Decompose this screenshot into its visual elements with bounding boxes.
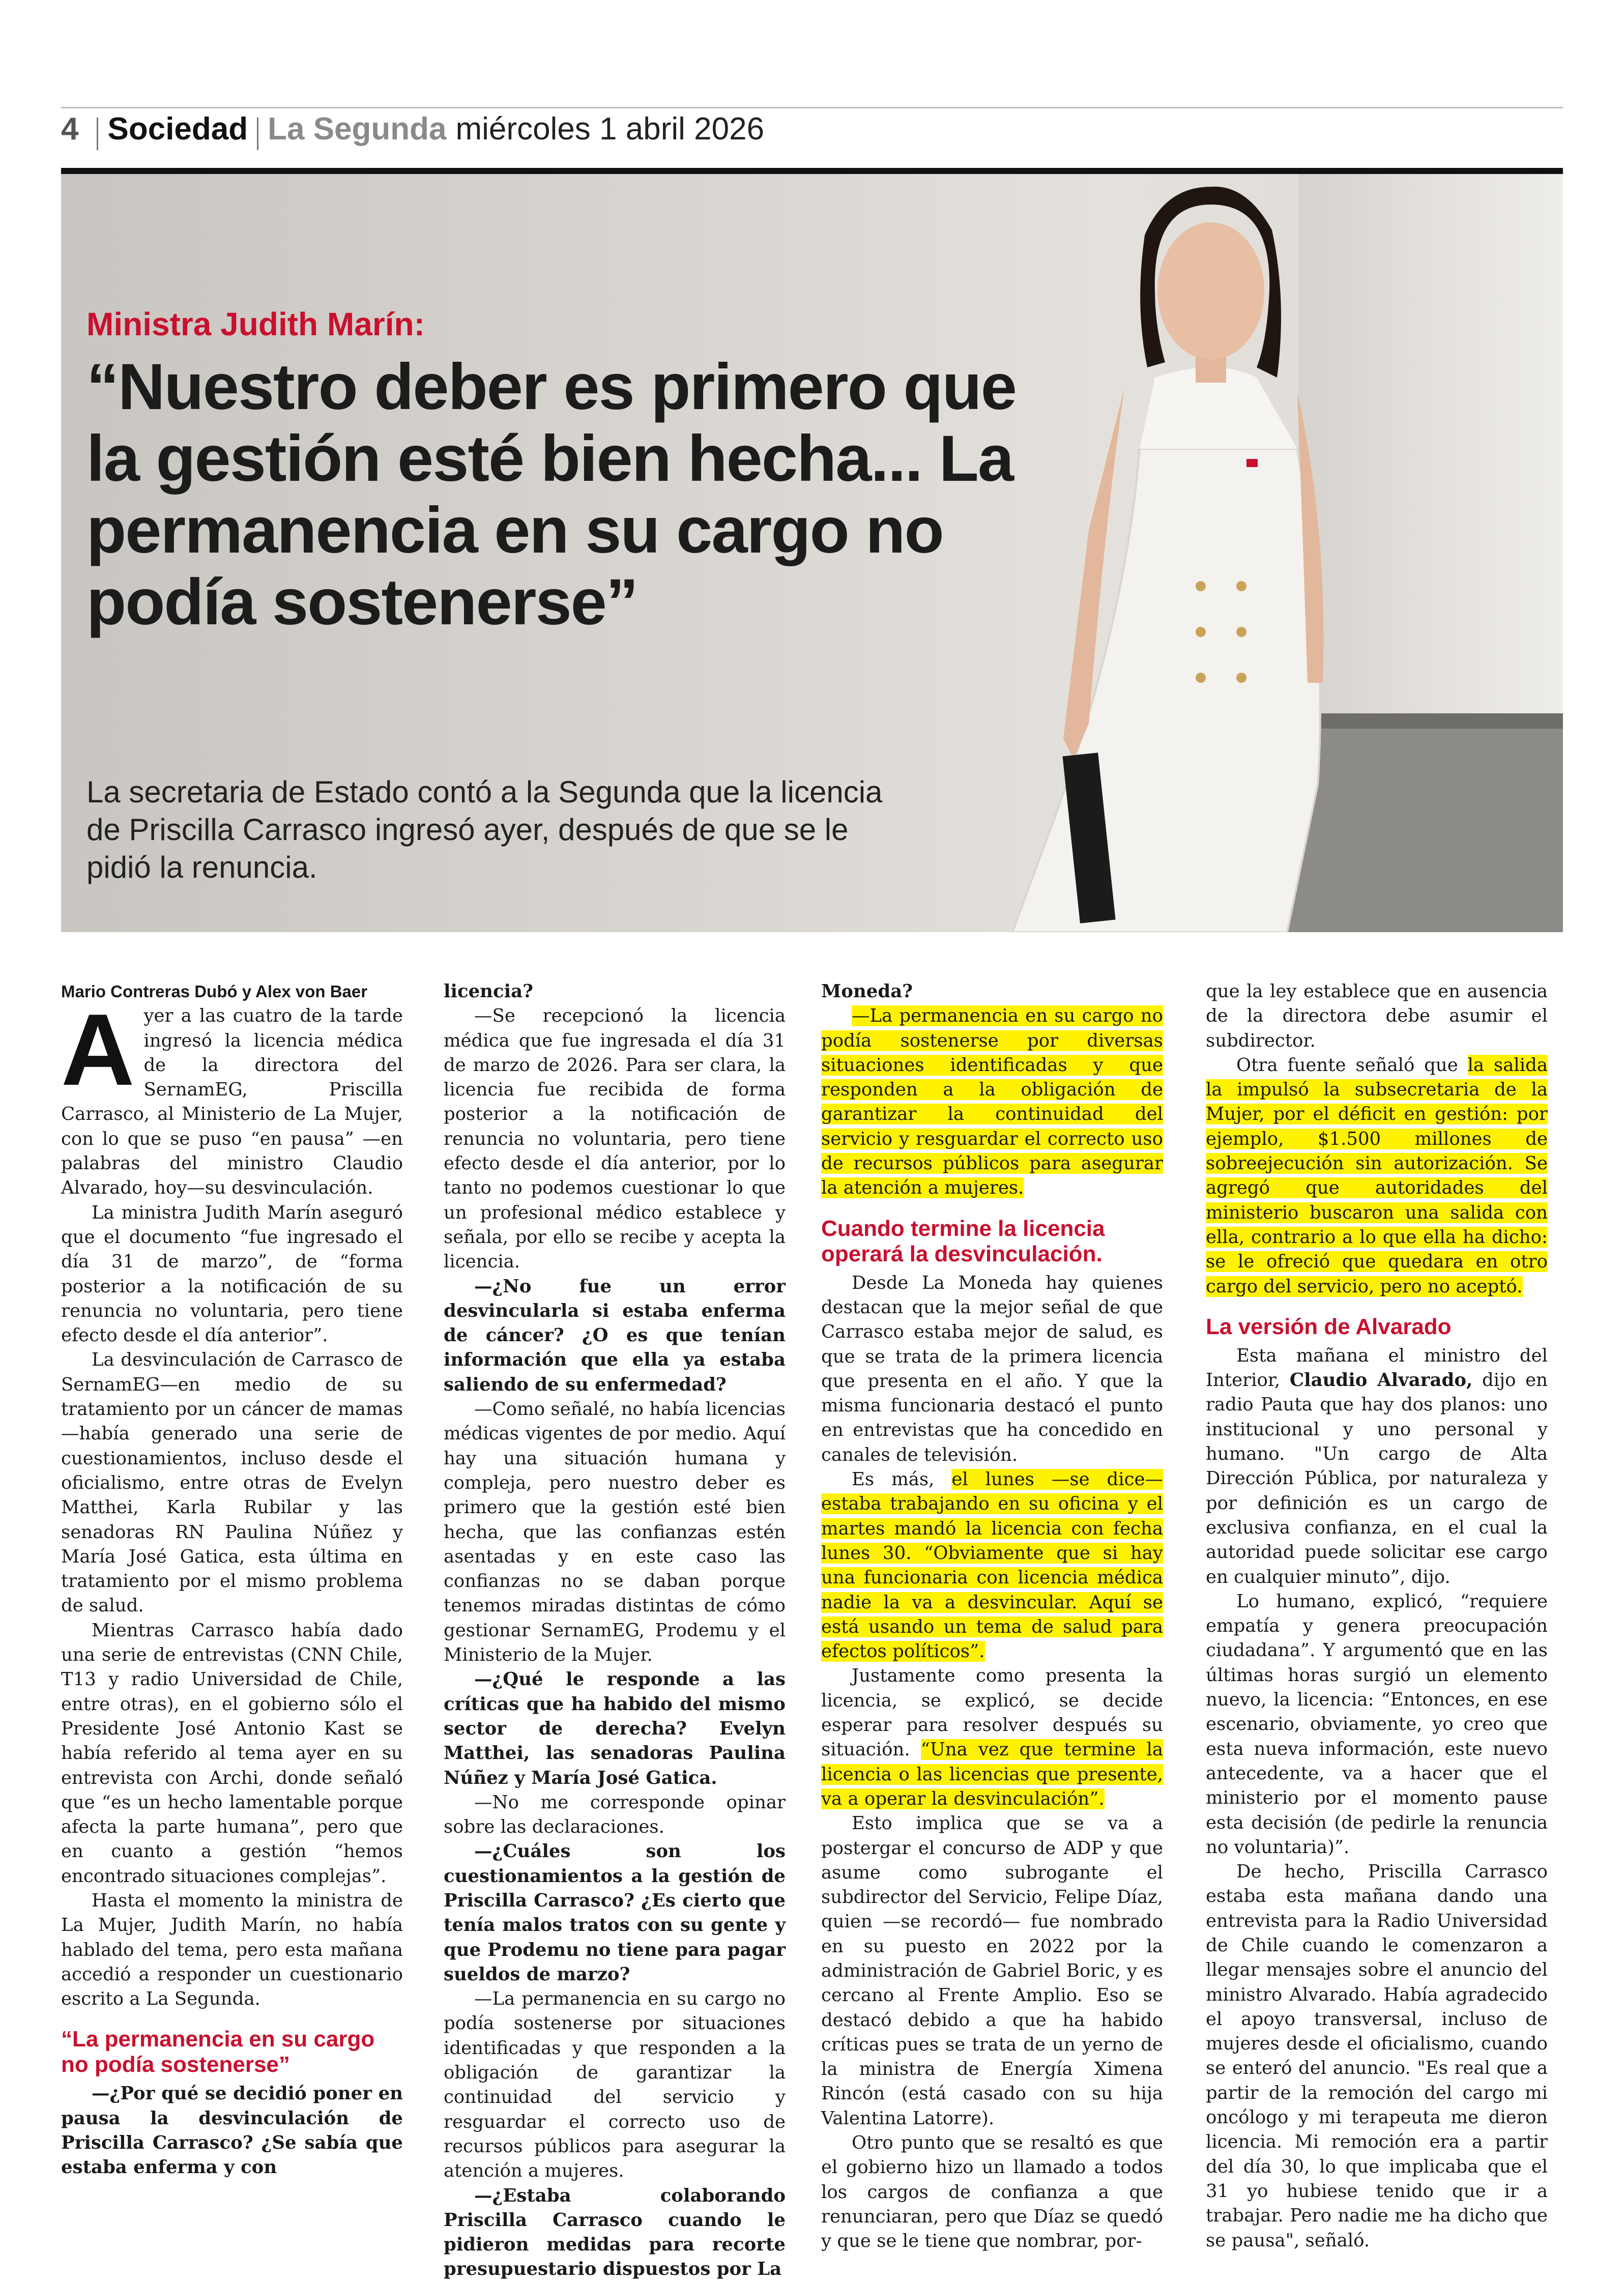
header-rule [61,168,1563,174]
article-headline: “Nuestro deber es primero que la gestión esté bien hecha... La permanencia en su cargo no podía sostenerse” [86,351,1016,639]
newspaper-name: La Segunda [268,111,447,147]
highlighted-text: la salida la impulsó la subsecretaria de la Mujer, por el déficit en gestión: por ejemplo, $1.500 millones de sobreejecución sin autorización. Se agregó que autoridades del ministerio buscaron una salida con ella, contrario a lo que ella ha dicho: se le ofreció que quedara en otro cargo del servicio, pero no aceptó. [1206,1054,1548,1297]
interview-question-end: Moneda? [821,981,913,1002]
subheading: La versión de Alvarado [1206,1314,1452,1339]
interview-question: —¿Cuáles son los cuestionamientos a la gestión de Priscilla Carrasco? ¿Es cierto que tenía malos tratos con su gente y que Prodemu no tiene para pagar sueldos de marzo? [444,1841,786,1985]
page-header [61,111,764,157]
interview-answer: —La permanencia en su cargo no podía sostenerse por situaciones identificadas y que responden a la obligación de garantizar la continuidad del servicio y resguardar el correcto uso de recursos públicos para asegurar la atención a mujeres. [444,1988,786,2182]
byline: Mario Contreras Dubó y Alex von Baer [61,982,368,1001]
page-number: 4 [61,111,79,147]
header-divider [257,118,258,150]
issue-date: miércoles 1 abril 2026 [455,111,765,147]
interview-question-end: licencia? [444,981,533,1002]
column-4 [1206,979,1548,2253]
column-1 [61,979,403,2180]
paragraph: La ministra Judith Marín aseguró que el documento “fue ingresado el día 31 de marzo”, de “forma posterior a la notificación de su renuncia no voluntaria, pero tiene efecto desde el día anterior”. [61,1202,403,1346]
interview-answer: —Se recepcionó la licencia médica que fue ingresada el día 31 de marzo de 2026. Para ser clara, la licencia fue recibida de forma posterior a la notificación de renuncia no voluntaria, pero tiene efecto desde el día anterior, por lo tanto no podemos cuestionar lo que un profesional médico establece y señala, por ello se recibe y acepta la licencia. [444,1005,786,1273]
highlighted-text: —La permanencia en su cargo no podía sostenerse por diversas situaciones identificadas y que responden a la obligación de garantizar la continuidad del servicio y resguardar el correcto uso de recursos públicos para asegurar la atención a mujeres. [821,1005,1163,1199]
paragraph-text: Esta mañana el ministro del Interior, [1206,1345,1548,1391]
column-3 [821,979,1163,2254]
paragraph-text: yer a las cuatro de la tarde ingresó la licencia médica de la directora del SernamEG, Priscilla Carrasco, al Ministerio de La Mujer, con lo que se puso “en pausa” —en palabras del ministro Claudio Alvarado, hoy—su desvinculación. [61,1005,403,1199]
paragraph-text: Otra fuente señaló que [1236,1054,1468,1076]
paragraph-continued: que la ley establece que en ausencia de la directora debe asumir el subdirector. [1206,981,1548,1051]
interview-question: —¿No fue un error desvincularla si estaba enferma de cáncer? ¿O es que tenían información que ella ya estaba saliendo de su enfermedad? [444,1276,786,1395]
interview-question: —¿Por qué se decidió poner en pausa la desvinculación de Priscilla Carrasco? ¿Se sabía que estaba enferma y con [61,2083,403,2178]
interview-question: —¿Qué le responde a las críticas que ha habido del mismo sector de derecha? Evelyn Matthei, las senadoras Paulina Núñez y María José Gatica. [444,1669,786,1788]
paragraph-text: Es más, [852,1469,952,1490]
paragraph: Desde La Moneda hay quienes destacan que la mejor señal de que Carrasco estaba mejor de salud, es que se trata de la primera licencia que presenta en el año. Y que la misma funcionaria destacó el punto en entrevistas que ha concedido en canales de televisión. [821,1272,1163,1465]
subheading: Cuando termine la licencia operará la desvinculación. [821,1216,1105,1266]
paragraph: De hecho, Priscilla Carrasco estaba esta mañana dando una entrevista para la Radio Universidad de Chile cuando le comenzaron a llegar mensajes sobre el anuncio del ministro Alvarado. Había agradecido el apoyo transversal, incluso de mujeres desde el oficialismo, cuando se enteró del anuncio. "Es real que a partir de la remoción del cargo mi oncólogo y mi terapeuta me dieron licencia. Mi remoción era a partir del día 30, lo que implicaba que el 31 yo hubiese tenido que ir a trabajar. Pero nadie me ha dicho que se pausa", señaló. [1206,1861,1548,2251]
paragraph: Otro punto que se resaltó es que el gobierno hizo un llamado a todos los cargos de confianza a que renunciaran, pero que Díaz se quedó y que se le tiene que nombrar, por- [821,2132,1163,2252]
interview-question: —¿Estaba colaborando Priscilla Carrasco cuando le pidieron medidas para recorte presupuestario dispuestos por La [444,2185,786,2280]
article-deck: La secretaria de Estado contó a la Segunda que la licencia de Priscilla Carrasco ingresó ayer, después de que se le pidió la renuncia. [86,775,883,884]
highlighted-text: “Una vez que termine la licencia o las licencias que presente, va a operar la desvinculación”. [821,1739,1163,1809]
section-name: Sociedad [107,111,248,147]
paragraph: Esto implica que se va a postergar el concurso de ADP y que asume como subrogante el subdirector del Servicio, Felipe Díaz, quien —se recordó— fue nombrado en su puesto en 2022 por la administración de Gabriel Boric, y es cercano al Frente Amplio. Eso se destacó debido a que ha habido críticas pues se trata de un yerno de la ministra de Energía Ximena Rincón (está casado con su hija Valentina Latorre). [821,1813,1163,2129]
paragraph-text: dijo en radio Pauta que hay dos planos: uno institucional y uno personal y humano. "Un cargo de Alta Dirección Pública, por naturaleza y por definición es un cargo de exclusiva confianza, en el cual la autoridad puede solicitar ese cargo en cualquier minuto”, dijo. [1206,1370,1548,1587]
bold-name: Claudio Alvarado, [1289,1370,1473,1391]
interview-answer: —No me corresponde opinar sobre las declaraciones. [444,1792,786,1838]
highlighted-text: el lunes —se dice— estaba trabajando en su oficina y el martes mandó la licencia con fecha lunes 30. “Obviamente que si hay una funcionaria con licencia médica nadie la va a desvincular. Aquí se está usando un tema de salud para efectos políticos”. [821,1469,1163,1662]
paragraph [821,1467,1163,1664]
paragraph [821,1664,1163,1811]
paragraph [1206,1053,1548,1299]
header-divider [97,118,98,150]
interview-answer [821,1004,1163,1200]
paragraph: La desvinculación de Carrasco de SernamEG—en medio de su tratamiento por un cáncer de mamas—había generado una serie de cuestionamientos, incluso desde el oficialismo, entre otras de Evelyn Matthei, Karla Rubilar y las senadoras RN Paulina Núñez y María José Gatica, esta última en tratamiento por el mismo problema de salud. [61,1349,403,1616]
lead-paragraph [61,993,403,1200]
interview-answer: —Como señalé, no había licencias médicas vigentes de por medio. Aquí hay una situación humana y compleja, pero nuestro deber es primero que la gestión esté bien hecha, que las confianzas estén asentadas y en este caso las confianzas no se daban porque tenemos miradas distintas de cómo gestionar SernamEG, Prodemu y el Ministerio de la Mujer. [444,1399,786,1666]
paragraph [1206,1344,1548,1590]
column-2 [444,979,786,2282]
paragraph: Lo humano, explicó, “requiere empatía y genera preocupación ciudadana”. Y argumentó que en las últimas horas surgió un elemento nuevo, la licencia: “Entonces, en ese escenario, obviamente, yo creo que esta nueva información, este nuevo antecedente, va a hacer que el ministerio por el momento pause esta decisión (de pedirle la renuncia no voluntaria)”. [1206,1591,1548,1858]
article-kicker: Ministra Judith Marín: [86,306,425,342]
paragraph: Hasta el momento la ministra de La Mujer, Judith Marín, no había hablado del tema, pero esta mañana accedió a responder un cuestionario escrito a La Segunda. [61,1890,403,2010]
paragraph: Mientras Carrasco había dado una serie de entrevistas (CNN Chile, T13 y radio Universidad de Chile, entre otras), en el gobierno sólo el Presidente José Antonio Kast se había referido al tema ayer en su entrevista con Archi, donde señaló que “es un hecho lamentable porque afecta la parte humana”, pero que en cuanto a gestión “hemos encontrado situaciones complejas”. [61,1620,403,1887]
subheading: “La permanencia en su cargo no podía sostenerse” [61,2027,375,2077]
drop-cap: A [61,993,135,1107]
top-rule [61,107,1563,108]
paragraph-text: Justamente como presenta la licencia, se explicó, se decide esperar para resolver después su situación. [821,1665,1163,1760]
